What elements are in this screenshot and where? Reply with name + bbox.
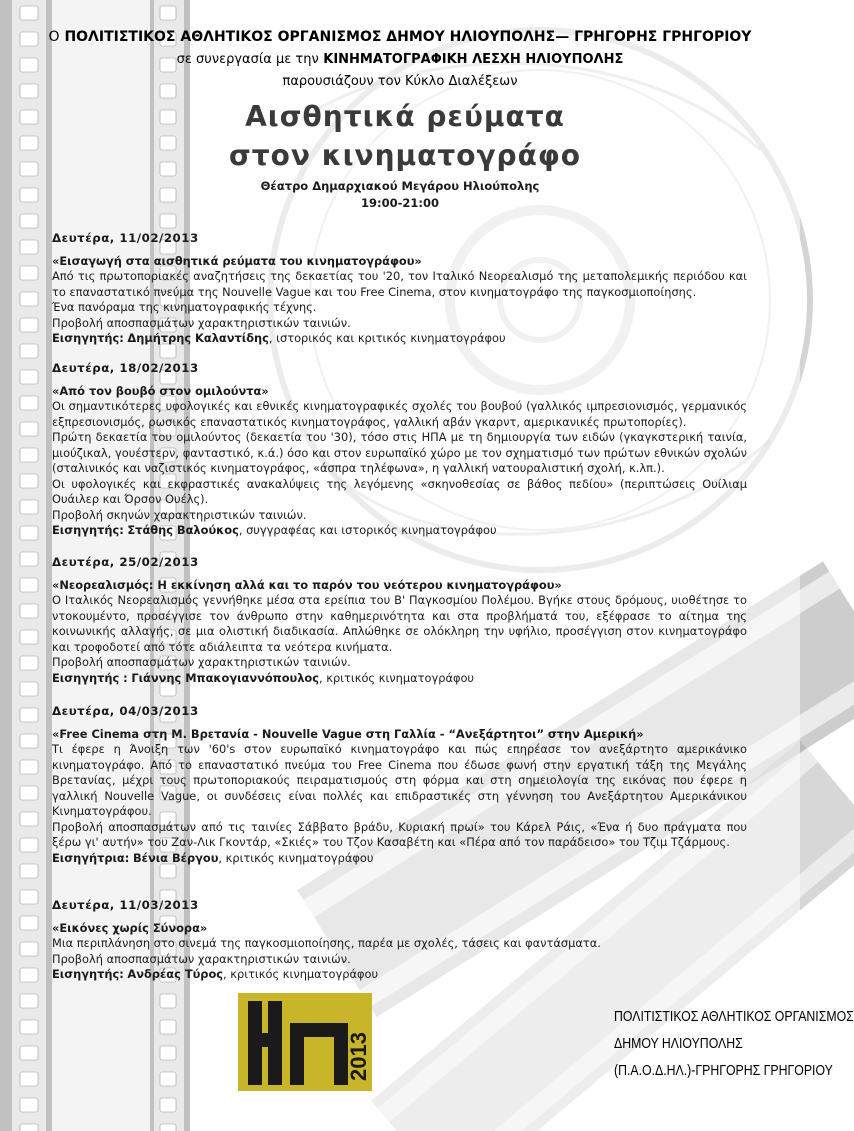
session-paragraph: Ένα πανόραμα της κινηματογραφικής τέχνης. xyxy=(52,300,317,314)
organizer-name: ΠΟΛΙΤΙΣΤΙΚΟΣ ΑΘΛΗΤΙΚΟΣ ΟΡΓΑΝΙΣΜΟΣ ΔΗΜΟΥ ΗΛΙΟΥΠΟΛΗΣ— ΓΡΗΓΟΡΗΣ ΓΡΗΓΟΡΙΟΥ xyxy=(64,29,752,45)
session-speaker xyxy=(52,851,747,867)
session-speaker xyxy=(52,671,747,687)
partner-name: ΚΙΝΗΜΑΤΟΓΡΑΦΙΚΗ ΛΕΣΧΗ ΗΛΙΟΥΠΟΛΗΣ xyxy=(323,52,624,67)
speaker-label: Εισηγητής: xyxy=(52,523,124,537)
organizer-line xyxy=(0,29,800,45)
session-2 xyxy=(52,361,747,539)
session-subject: «Free Cinema στη Μ. Βρετανία - Nouvelle Vague στη Γαλλία - “Ανεξάρτητοι” στην Αμερική» xyxy=(52,726,644,741)
session-paragraph: Οι σημαντικότερες υφολογικές και εθνικές κινηματογραφικές σχολές του βουβού (γαλλικός ιμπρεσιονισμός, γερμανικός εξπρεσιονισμός, ρωσικός επαναστατικός κινηματογράφος, γαλλική αβάν γκαρντ, αμερικανικές πρωτοπορίες). xyxy=(52,399,747,429)
session-paragraph: Προβολή σκηνών χαρακτηριστικών ταινιών. xyxy=(52,507,307,522)
session-speaker xyxy=(52,967,747,983)
venue: Θέατρο Δημαρχιακού Μεγάρου Ηλιούπολης xyxy=(260,179,540,193)
session-paragraph: Προβολή αποσπασμάτων χαρακτηριστικών ταινιών. xyxy=(52,655,351,669)
session-date: Δευτέρα, 11/03/2013 xyxy=(52,898,199,912)
speaker-name: Δημήτρης Καλαντίδης xyxy=(127,331,269,345)
session-subject: «Νεορεαλισμός: Η εκκίνηση αλλά και το παρόν του νεότερου κινηματογράφου» xyxy=(52,577,562,592)
session-paragraph: Πρώτη δεκαετία του ομιλούντος (δεκαετία του '30), τόσο στις ΗΠΑ με τη δημιουργία των ειδών (γκαγκστερική ταινία, μιούζικαλ, γουέστερν, φανταστικό, κ.ά.) όσο και στον ευρωπαϊκό χώρο με τον σχηματισμό των πρώτων εθνικών σχολών (σταλινικός και ναζιστικός κινηματογράφος, «άσπρα τηλέφωνα», η γαλλική νατουραλιστική σχολή, κ.λπ.). xyxy=(52,430,747,475)
speaker-role: , κριτικός κινηματογράφου xyxy=(223,967,379,981)
organizer-prefix: Ο xyxy=(48,29,60,45)
session-paragraph: Προβολή αποσπασμάτων χαρακτηριστικών ταινιών. xyxy=(52,951,351,966)
presents-line: παρουσιάζουν τον Κύκλο Διαλέξεων xyxy=(282,74,518,89)
session-speaker xyxy=(52,331,747,347)
organization-logo xyxy=(238,993,854,1091)
session-paragraph: Από τις πρωτοποριακές αναζητήσεις της δεκαετίας του '20, τον Ιταλικό Νεορεαλισμό της μεταπολεμικής περιόδου και το επαναστατικό πνεύμα της Nouvelle Vague και του Free Cinema, στον κινηματογράφο της παγκοσμιοποίησης. xyxy=(52,269,747,299)
speaker-label: Εισηγήτρια: xyxy=(52,850,130,865)
title-line-1: Αισθητικά ρεύματα xyxy=(245,100,565,133)
speaker-name: Στάθης Βαλούκος xyxy=(127,523,239,537)
logo-line-3: (Π.Α.Ο.Δ.ΗΛ.)-ΓΡΗΓΟΡΗΣ ΓΡΗΓΟΡΙΟΥ xyxy=(614,1062,833,1079)
session-subject: «Εικόνες χωρίς Σύνορα» xyxy=(52,920,208,935)
session-4 xyxy=(52,704,747,866)
session-date: Δευτέρα, 18/02/2013 xyxy=(52,361,199,375)
logo-line-1: ΠΟΛΙΤΙΣΤΙΚΟΣ ΑΘΛΗΤΙΚΟΣ ΟΡΓΑΝΙΣΜΟΣ xyxy=(614,1008,854,1025)
speaker-label: Εισηγητής: xyxy=(52,967,124,981)
session-paragraph: Προβολή αποσπασμάτων χαρακτηριστικών ταινιών. xyxy=(52,315,351,330)
session-subject: «Εισαγωγή στα αισθητικά ρεύματα του κινηματογράφου» xyxy=(52,253,422,268)
session-5 xyxy=(52,898,747,983)
session-subject: «Από τον βουβό στον ομιλούντα» xyxy=(52,383,269,398)
speaker-name: Ανδρέας Τύρος xyxy=(127,967,224,981)
partner-prefix: σε συνεργασία με την xyxy=(176,52,319,67)
session-date: Δευτέρα, 04/03/2013 xyxy=(52,704,199,718)
speaker-label: Εισηγητής : xyxy=(52,670,128,685)
logo-year: 2013 xyxy=(346,1032,371,1081)
title-line-2: στον κινηματογράφο xyxy=(229,139,581,172)
session-paragraph: Οι υφολογικές και εκφραστικές ανακαλύψεις της λεγόμενης «σκηνοθεσίας σε βάθος πεδίου» (περιπτώσεις Ουίλιαμ Ουάιλερ και Όρσον Ουέλς). xyxy=(52,476,747,506)
session-date: Δευτέρα, 11/02/2013 xyxy=(52,231,199,245)
logo-line-2: ΔΗΜΟΥ ΗΛΙΟΥΠΟΛΗΣ xyxy=(614,1035,743,1052)
speaker-role: , κριτικός κινηματογράφου xyxy=(218,850,374,865)
session-paragraph: Τι έφερε η Άνοιξη των '60's στον ευρωπαϊκό κινηματογράφο και πώς επηρέασε τον ανεξάρτητο αμερικάνικο κινηματογράφο. Από το επαναστατικό πνεύμα του Free Cinema που έδωσε φωνή στην εργατική τάξη της Μεγάλης Βρετανίας, μέχρι τους πρωτοποριακούς πειραματισμούς στη φόρμα και στη σημειολογία της εικόνας που έφερε η γαλλική Nouvelle Vague, οι συνδέσεις είναι πολλές και επιδραστικές στη γέννηση του Ανεξάρτητου Αμερικάνικου Κινηματογράφου. xyxy=(52,742,747,818)
speaker-label: Εισηγητής: xyxy=(52,331,124,345)
speaker-role: , συγγραφέας και ιστορικός κινηματογράφου xyxy=(238,523,497,537)
speaker-role: , κριτικός κινηματογράφου xyxy=(319,670,475,685)
speaker-role: , ιστορικός και κριτικός κινηματογράφου xyxy=(268,331,506,345)
time: 19:00-21:00 xyxy=(361,196,439,210)
partner-line xyxy=(0,52,800,67)
session-date: Δευτέρα, 25/02/2013 xyxy=(52,555,199,569)
session-paragraph: Ο Ιταλικός Νεορεαλισμός γεννήθηκε μέσα στα ερείπια του Β' Παγκοσμίου Πολέμου. Βγήκε στους δρόμους, υιοθέτησε το ντοκουμέντο, προσέγγισε τον άνθρωπο στην καθημερινότητα και στα προβλήματά του, εξέφρασε το αίτημα της κοινωνικής αλλαγής, σε μια ολιστική διαδικασία. Απλώθηκε σε ολόκληρη την υφήλιο, προσέγγιση στον κινηματογράφο και τροφοδοτεί από τότε αδιάλειπτα τα νεότερα κινήματα. xyxy=(52,593,747,654)
session-paragraph: Προβολή αποσπασμάτων από τις ταινίες Σάββατο βράδυ, Κυριακή πρωί» του Κάρελ Ράις, «Ένα ή δυο πράγματα που ξέρω γι' αυτήν» του Ζαν-Λικ Γκοντάρ, «Σκιές» του Τζον Κασαβέτη και «Πέρα από τον παράδεισο» του Τζιμ Τζάρμους. xyxy=(52,819,747,849)
session-3 xyxy=(52,555,747,686)
speaker-name: Γιάννης Μπακογιαννόπουλος xyxy=(131,670,319,685)
session-speaker xyxy=(52,523,747,539)
session-paragraph: Μια περιπλάνηση στο σινεμά της παγκοσμιοποίησης, παρέα με σχολές, τάσεις και φαντάσματα. xyxy=(52,936,601,950)
hp-logo-mark xyxy=(238,993,372,1091)
session-1 xyxy=(52,231,747,347)
speaker-name: Βένια Βέργου xyxy=(132,850,219,865)
